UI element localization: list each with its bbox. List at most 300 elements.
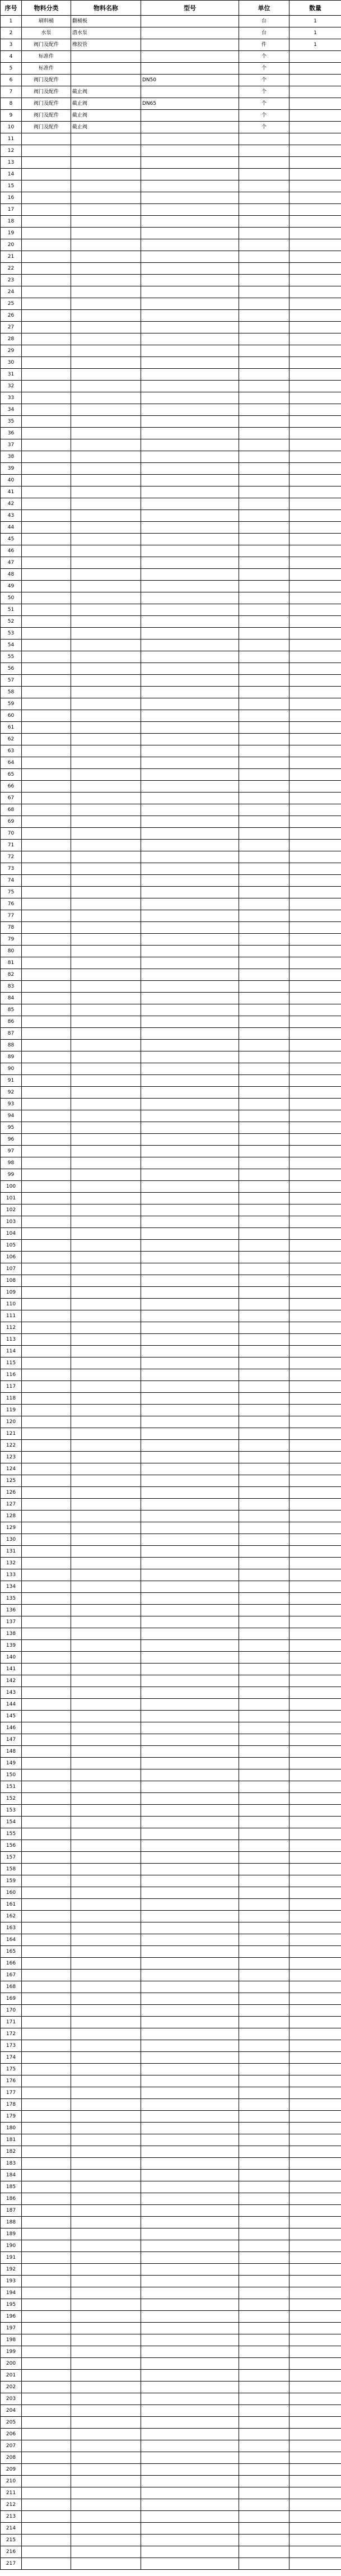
cell-category — [22, 1157, 71, 1169]
cell-name — [71, 934, 141, 946]
cell-category — [22, 251, 71, 263]
table-row — [1, 1558, 341, 1569]
cell-qty — [289, 1334, 341, 1346]
cell-unit — [239, 1405, 289, 1416]
cell-name — [71, 169, 141, 180]
cell-category — [22, 863, 71, 875]
cell-name — [71, 2452, 141, 2464]
cell-category — [22, 1287, 71, 1299]
cell-qty — [289, 133, 341, 145]
cell-unit — [239, 1781, 289, 1793]
cell-category — [22, 557, 71, 569]
cell-name — [71, 275, 141, 286]
cell-qty — [289, 392, 341, 404]
cell-model — [141, 663, 239, 675]
cell-model — [141, 1675, 239, 1687]
table-row — [1, 2429, 341, 2440]
cell-name — [71, 957, 141, 969]
cell-unit — [239, 922, 289, 934]
cell-no: 177 — [1, 2087, 22, 2099]
cell-qty — [289, 1887, 341, 1899]
cell-category — [22, 2287, 71, 2299]
cell-no: 110 — [1, 1299, 22, 1310]
table-row — [1, 2087, 341, 2099]
cell-no: 57 — [1, 675, 22, 687]
table-row — [1, 1110, 341, 1122]
cell-qty — [289, 1487, 341, 1499]
cell-no: 2 — [1, 27, 22, 39]
cell-name — [71, 2064, 141, 2075]
cell-model — [141, 640, 239, 651]
table-row — [1, 498, 341, 510]
cell-no: 99 — [1, 1169, 22, 1181]
cell-category — [22, 1805, 71, 1817]
cell-no: 127 — [1, 1499, 22, 1511]
cell-unit — [239, 1793, 289, 1805]
cell-name: 截止阀 — [71, 122, 141, 133]
cell-unit — [239, 2181, 289, 2193]
table-row — [1, 2535, 341, 2546]
table-row — [1, 2028, 341, 2040]
cell-no: 9 — [1, 110, 22, 122]
cell-model — [141, 1664, 239, 1675]
cell-category — [22, 1946, 71, 1958]
cell-name — [71, 1922, 141, 1934]
cell-qty — [289, 2134, 341, 2146]
cell-model — [141, 463, 239, 475]
cell-qty — [289, 1993, 341, 2005]
cell-model — [141, 651, 239, 663]
cell-no: 23 — [1, 275, 22, 286]
cell-name — [71, 1487, 141, 1499]
cell-category — [22, 910, 71, 922]
cell-qty — [289, 1263, 341, 1275]
cell-unit — [239, 1287, 289, 1299]
cell-qty — [289, 1981, 341, 1993]
cell-unit — [239, 863, 289, 875]
cell-unit — [239, 2134, 289, 2146]
cell-name — [71, 1534, 141, 1546]
table-row — [1, 2005, 341, 2017]
cell-no: 205 — [1, 2417, 22, 2429]
cell-category — [22, 957, 71, 969]
cell-qty — [289, 2005, 341, 2017]
table-row — [1, 1864, 341, 1875]
table-row — [1, 2193, 341, 2205]
cell-category — [22, 2252, 71, 2264]
cell-qty — [289, 1628, 341, 1640]
cell-name — [71, 2440, 141, 2452]
cell-category — [22, 1263, 71, 1275]
cell-category — [22, 1840, 71, 1852]
cell-no: 210 — [1, 2476, 22, 2487]
cell-unit — [239, 2452, 289, 2464]
cell-model — [141, 2181, 239, 2193]
cell-qty — [289, 1463, 341, 1475]
cell-qty: 1 — [289, 16, 341, 27]
cell-model — [141, 1157, 239, 1169]
cell-no: 167 — [1, 1970, 22, 1981]
cell-qty — [289, 2170, 341, 2181]
cell-model — [141, 2264, 239, 2276]
cell-unit — [239, 239, 289, 251]
cell-name — [71, 793, 141, 804]
cell-no: 39 — [1, 463, 22, 475]
cell-model — [141, 1911, 239, 1922]
table-row — [1, 2370, 341, 2382]
cell-name — [71, 2523, 141, 2535]
table-row — [1, 404, 341, 416]
cell-model — [141, 2334, 239, 2346]
cell-unit — [239, 1075, 289, 1087]
cell-qty — [289, 2393, 341, 2405]
cell-unit — [239, 1593, 289, 1605]
cell-unit — [239, 2558, 289, 2570]
cell-qty — [289, 2323, 341, 2334]
cell-qty — [289, 2535, 341, 2546]
header-no: 序号 — [1, 1, 22, 16]
cell-qty — [289, 1911, 341, 1922]
cell-category — [22, 1051, 71, 1063]
cell-unit — [239, 1240, 289, 1252]
cell-category: 刷料桶 — [22, 16, 71, 27]
cell-name — [71, 2123, 141, 2134]
cell-category — [22, 1605, 71, 1616]
table-row — [1, 922, 341, 934]
cell-unit — [239, 2487, 289, 2499]
cell-model — [141, 1393, 239, 1405]
cell-model — [141, 369, 239, 381]
cell-model — [141, 392, 239, 404]
cell-name — [71, 2487, 141, 2499]
cell-qty — [289, 969, 341, 981]
cell-category — [22, 2535, 71, 2546]
cell-name — [71, 2134, 141, 2146]
cell-unit — [239, 404, 289, 416]
cell-no: 4 — [1, 51, 22, 63]
cell-category — [22, 1487, 71, 1499]
cell-name — [71, 439, 141, 451]
cell-model — [141, 1075, 239, 1087]
cell-model — [141, 2005, 239, 2017]
cell-category — [22, 969, 71, 981]
cell-category: 标准件 — [22, 63, 71, 75]
cell-no: 30 — [1, 357, 22, 369]
cell-unit — [239, 2523, 289, 2535]
cell-category — [22, 1299, 71, 1310]
cell-name — [71, 322, 141, 333]
cell-model — [141, 1487, 239, 1499]
cell-name — [71, 381, 141, 392]
cell-model — [141, 2205, 239, 2217]
table-row — [1, 1875, 341, 1887]
cell-unit — [239, 1028, 289, 1040]
table-row — [1, 2264, 341, 2276]
cell-unit — [239, 1522, 289, 1534]
table-row — [1, 2487, 341, 2499]
cell-unit — [239, 2064, 289, 2075]
cell-unit — [239, 534, 289, 545]
cell-no: 117 — [1, 1381, 22, 1393]
cell-qty — [289, 1711, 341, 1722]
cell-category — [22, 640, 71, 651]
cell-category — [22, 204, 71, 216]
table-row — [1, 1416, 341, 1428]
cell-name — [71, 981, 141, 993]
cell-category — [22, 2028, 71, 2040]
cell-category — [22, 1463, 71, 1475]
cell-qty — [289, 2146, 341, 2158]
cell-category — [22, 734, 71, 745]
cell-name — [71, 1793, 141, 1805]
cell-category — [22, 1322, 71, 1334]
cell-unit — [239, 522, 289, 534]
cell-category — [22, 934, 71, 946]
cell-category — [22, 1275, 71, 1287]
cell-no: 12 — [1, 145, 22, 157]
cell-name — [71, 2429, 141, 2440]
cell-qty — [289, 2123, 341, 2134]
cell-model — [141, 2240, 239, 2252]
cell-qty — [289, 946, 341, 957]
cell-category — [22, 2346, 71, 2358]
cell-no: 14 — [1, 169, 22, 180]
cell-no: 111 — [1, 1310, 22, 1322]
table-row — [1, 439, 341, 451]
cell-name — [71, 1828, 141, 1840]
cell-model — [141, 1522, 239, 1534]
table-row — [1, 1204, 341, 1216]
cell-name — [71, 1075, 141, 1087]
cell-unit — [239, 192, 289, 204]
table-row — [1, 993, 341, 1004]
cell-unit — [239, 322, 289, 333]
cell-qty — [289, 2064, 341, 2075]
cell-model — [141, 2546, 239, 2558]
cell-category — [22, 981, 71, 993]
table-row — [1, 1169, 341, 1181]
cell-qty — [289, 2346, 341, 2358]
cell-no: 120 — [1, 1416, 22, 1428]
cell-name — [71, 1181, 141, 1193]
cell-model — [141, 2440, 239, 2452]
cell-qty — [289, 1240, 341, 1252]
cell-name — [71, 1405, 141, 1416]
cell-category — [22, 946, 71, 957]
cell-no: 45 — [1, 534, 22, 545]
cell-category — [22, 2334, 71, 2346]
table-row — [1, 1711, 341, 1722]
cell-model — [141, 1463, 239, 1475]
cell-name — [71, 369, 141, 381]
table-row — [1, 734, 341, 745]
cell-name — [71, 1240, 141, 1252]
cell-name — [71, 251, 141, 263]
cell-no: 119 — [1, 1405, 22, 1416]
cell-model — [141, 1605, 239, 1616]
cell-no: 192 — [1, 2264, 22, 2276]
cell-unit — [239, 345, 289, 357]
cell-no: 94 — [1, 1110, 22, 1122]
cell-unit — [239, 2382, 289, 2393]
cell-qty — [289, 1122, 341, 1134]
cell-no: 183 — [1, 2158, 22, 2170]
cell-category — [22, 1310, 71, 1322]
cell-name — [71, 2170, 141, 2181]
cell-qty — [289, 722, 341, 734]
cell-qty — [289, 910, 341, 922]
cell-model — [141, 2417, 239, 2429]
cell-no: 125 — [1, 1475, 22, 1487]
cell-unit — [239, 2535, 289, 2546]
cell-unit — [239, 392, 289, 404]
cell-unit — [239, 946, 289, 957]
table-row — [1, 1781, 341, 1793]
cell-model — [141, 1063, 239, 1075]
cell-no: 196 — [1, 2311, 22, 2323]
table-row — [1, 1628, 341, 1640]
cell-model — [141, 322, 239, 333]
table-row — [1, 545, 341, 557]
cell-name — [71, 1087, 141, 1099]
cell-category — [22, 216, 71, 228]
cell-category — [22, 2017, 71, 2028]
cell-category — [22, 675, 71, 687]
cell-qty — [289, 345, 341, 357]
cell-name: 橡胶管 — [71, 39, 141, 51]
cell-model — [141, 2146, 239, 2158]
cell-name — [71, 2499, 141, 2511]
table-row — [1, 2017, 341, 2028]
table-row — [1, 2205, 341, 2217]
cell-qty: 1 — [289, 39, 341, 51]
cell-no: 132 — [1, 1558, 22, 1569]
cell-qty — [289, 98, 341, 110]
cell-qty — [289, 1004, 341, 1016]
cell-model — [141, 39, 239, 51]
table-row — [1, 2252, 341, 2264]
cell-unit — [239, 1416, 289, 1428]
cell-no: 129 — [1, 1522, 22, 1534]
cell-qty — [289, 2087, 341, 2099]
cell-category — [22, 381, 71, 392]
cell-no: 49 — [1, 581, 22, 592]
cell-qty — [289, 793, 341, 804]
table-row — [1, 1463, 341, 1475]
cell-category — [22, 1075, 71, 1087]
cell-category — [22, 180, 71, 192]
cell-qty — [289, 557, 341, 569]
cell-name — [71, 1287, 141, 1299]
cell-no: 194 — [1, 2287, 22, 2299]
cell-name — [71, 2264, 141, 2276]
table-row — [1, 1087, 341, 1099]
cell-unit — [239, 2017, 289, 2028]
cell-unit — [239, 804, 289, 816]
cell-name — [71, 522, 141, 534]
cell-no: 29 — [1, 345, 22, 357]
cell-model — [141, 228, 239, 239]
cell-name: 潜水泵 — [71, 27, 141, 39]
cell-category — [22, 263, 71, 275]
cell-category — [22, 628, 71, 640]
table-row — [1, 1922, 341, 1934]
cell-qty — [289, 63, 341, 75]
cell-no: 86 — [1, 1016, 22, 1028]
table-row — [1, 251, 341, 263]
cell-model — [141, 381, 239, 392]
cell-no: 69 — [1, 816, 22, 828]
cell-unit — [239, 1958, 289, 1970]
cell-name — [71, 2075, 141, 2087]
cell-no: 91 — [1, 1075, 22, 1087]
cell-name — [71, 75, 141, 86]
table-row — [1, 1287, 341, 1299]
cell-unit — [239, 1569, 289, 1581]
cell-qty — [289, 1934, 341, 1946]
cell-name — [71, 487, 141, 498]
cell-no: 52 — [1, 616, 22, 628]
cell-qty — [289, 1310, 341, 1322]
header-category: 物料分类 — [22, 1, 71, 16]
cell-model — [141, 1216, 239, 1228]
cell-qty — [289, 263, 341, 275]
cell-qty — [289, 1746, 341, 1758]
cell-name — [71, 357, 141, 369]
cell-qty — [289, 1322, 341, 1334]
cell-no: 13 — [1, 157, 22, 169]
cell-qty — [289, 863, 341, 875]
cell-category — [22, 1146, 71, 1157]
cell-qty — [289, 86, 341, 98]
cell-no: 103 — [1, 1216, 22, 1228]
cell-category — [22, 2476, 71, 2487]
cell-no: 67 — [1, 793, 22, 804]
table-row — [1, 2346, 341, 2358]
cell-qty — [289, 804, 341, 816]
cell-name — [71, 1275, 141, 1287]
cell-category — [22, 1216, 71, 1228]
cell-unit — [239, 934, 289, 946]
cell-qty — [289, 2217, 341, 2228]
cell-category — [22, 1934, 71, 1946]
cell-unit — [239, 816, 289, 828]
cell-unit — [239, 1664, 289, 1675]
cell-qty — [289, 1075, 341, 1087]
cell-unit: 件 — [239, 39, 289, 51]
cell-model — [141, 1746, 239, 1758]
cell-unit — [239, 1228, 289, 1240]
cell-qty — [289, 1428, 341, 1440]
cell-qty — [289, 1216, 341, 1228]
table-row — [1, 604, 341, 616]
cell-model — [141, 2252, 239, 2264]
cell-model — [141, 1193, 239, 1204]
cell-category — [22, 310, 71, 322]
cell-no: 78 — [1, 922, 22, 934]
cell-name — [71, 2005, 141, 2017]
table-row — [1, 840, 341, 851]
cell-unit — [239, 2170, 289, 2181]
table-row — [1, 1546, 341, 1558]
cell-category — [22, 357, 71, 369]
cell-qty — [289, 1393, 341, 1405]
cell-model — [141, 1051, 239, 1063]
cell-no: 148 — [1, 1746, 22, 1758]
cell-qty — [289, 1016, 341, 1028]
cell-model — [141, 1299, 239, 1310]
cell-category — [22, 1428, 71, 1440]
